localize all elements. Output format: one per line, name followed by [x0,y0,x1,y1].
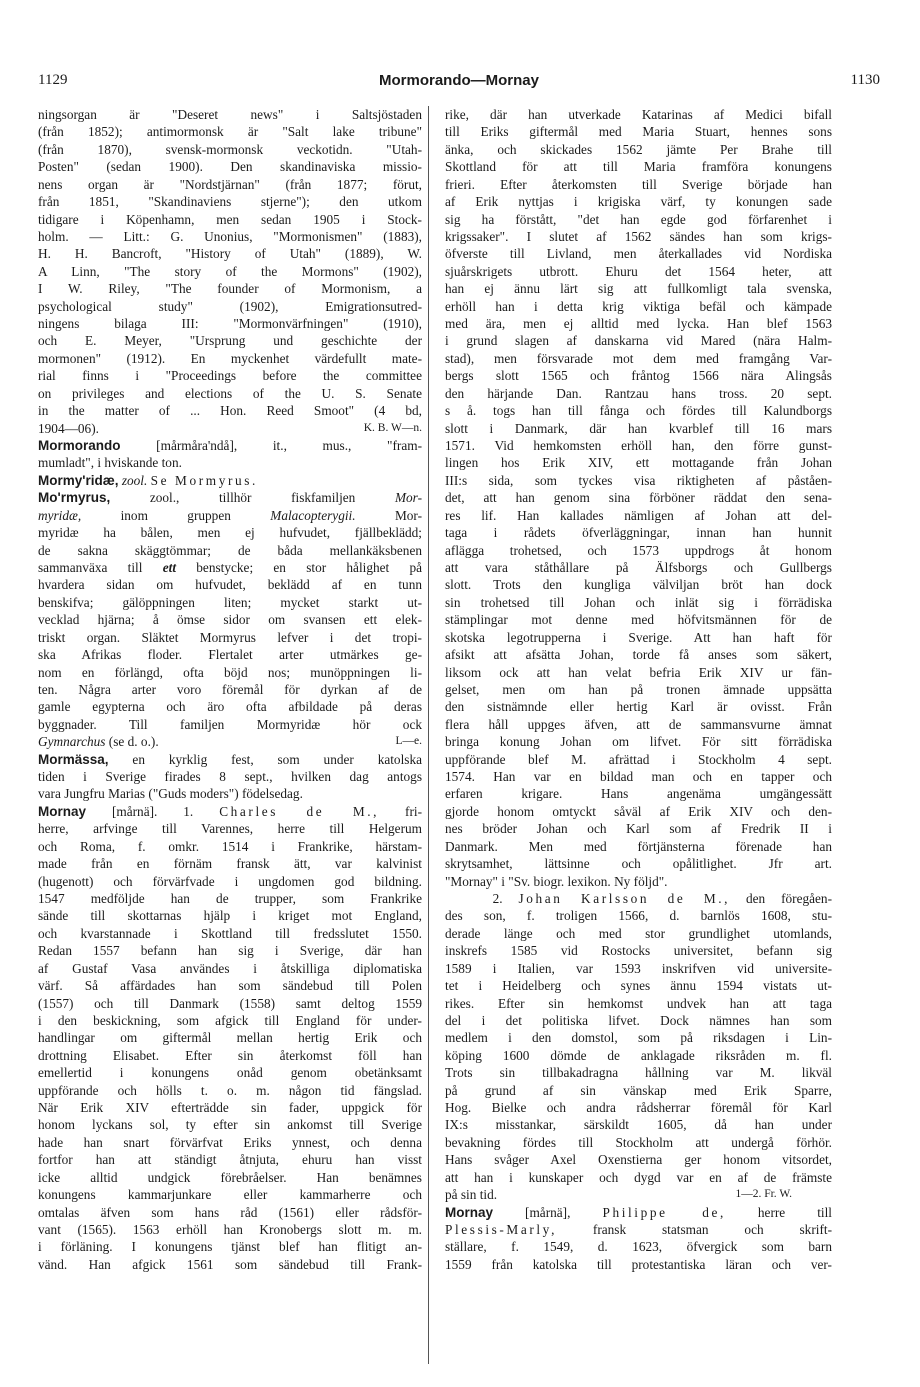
text-line: de sakna skäggtömmar; de båda mellankäksbenen [38,542,422,558]
text-line: Posten" (sedan 1900). Den skandinaviska missio- [38,159,422,175]
text-line: nens organ är "Nordstjärnan" (från 1877; förut, [38,176,422,192]
text-line: Trots sin tillbakadragna hållning var M. likväl [445,1065,832,1081]
text-line: sände till skottarnas hjälp i kriget mot England, [38,908,422,924]
column-divider [428,106,429,1364]
text-line: bevakning fördes till Stockholm att undergå förhör. [445,1134,832,1150]
text-line: till Eriks giftermål med Maria Stuart, hennes sons [445,124,832,140]
text-line: vara Jungfru Marias ("Guds moders") födelsedag. [38,786,303,802]
left-column [38,106,422,1273]
text-line: mumladt", i hviskande ton. [38,455,182,471]
text-line: on privileges and elections of the U. S. Senate [38,385,422,401]
text-line: lingen hos Erik XIV, ett mottagande från Johan [445,455,832,471]
text-line: holm. — Litt.: G. Unonius, "Mormonismen" (1883), [38,228,422,244]
text-line: erhöll han i detta krig viktiga befäl och kämpade [445,298,832,314]
entry-line [38,803,422,820]
author-signature: 1—2. Fr. W. [735,1188,792,1201]
text-line: emellertid i konungens onåd genom obetänksamt [38,1065,422,1081]
cross-reference: Se Mormyrus. [150,472,258,488]
text-line: medlem i den domstol, som på riksdagen i Lin- [445,1030,832,1046]
text-fragment: [mårnä]. 1. [111,803,194,819]
text-line: s å. togs han till fånga och fördes till Kalundborgs [445,403,832,419]
text-line: byggnader. Till familjen Mormyridæ hör ock [38,716,422,732]
text-line: sig ha förstått, "det han egde god förfarenhet i [445,211,832,227]
text-line: af Erik nyttjas i krigiska värf, ty konungen sade [445,194,832,210]
text-line: (hugenott) och förvärfvade i ungdomen god bildning. [38,873,422,889]
text-line: I W. Riley, "The founder of Mormonism, a [38,281,422,297]
text-line: benskifva; gälöppningen liten; mycket starkt ut- [38,594,422,610]
text-line: bergs slott 1565 och fråntog 1566 nära Alingsås [445,368,832,384]
text-fragment: på sin tid. [445,1187,498,1203]
entry-line [445,1204,832,1221]
text-line: köping 1600 dömde de anklagade riksråden m. fl. [445,1047,832,1063]
text-line: Hans svåger Axel Oxenstierna ger honom vitsordet, [445,1152,832,1168]
headword-mornay: Mornay [38,803,87,819]
text-line: öfverste till Livland, men återkallades vid Nordiska [445,246,832,262]
text-fragment: Gymnarchus [38,734,106,750]
text-line [38,420,422,437]
person-name: Philippe de, [602,1204,726,1220]
text-fragment: 1904—06). [38,420,99,436]
text-fragment: fransk statsman och skrift- [592,1222,832,1237]
text-line: mormonen" (1912). En myckenhet värdefullt mate- [38,350,422,366]
text-line: ningsorgan är "Deseret news" i Saltsjöstaden [38,107,422,122]
text-fragment: (se d. o.). [108,734,159,750]
running-title: Mormorando—Mornay [378,72,539,89]
text-line: des son, f. troligen 1566, d. barnlös 1608, stu- [445,908,832,924]
text-line: tet i Heidelberg och synes ännu 1594 vistats ut- [445,978,832,994]
text-fragment: herre till [757,1204,832,1220]
text-line: Danmark. Men med förtjänsterna förenade han [445,838,832,854]
text-fragment: [mårnä], [525,1204,571,1220]
text-line: uppförande och hölls t. o. m. någon tid fängslad. [38,1082,422,1098]
text-line: vecklad hjärna; å ömse sidor om svansen ett elek- [38,612,422,628]
author-signature: L—e. [395,735,422,748]
entry-line [38,437,422,454]
text-fragment: inom gruppen [120,507,231,523]
text-line: myridæ ha bålen, men ej hufvudet, fjällbeklädd; [38,525,422,541]
person-name: Johan Karlsson de M., [518,890,731,906]
text-line: nes bröder Johan och Karl som af Fredrik II i [445,821,832,837]
text-line: på grund af sin vänskap med Erik Sparre, [445,1082,832,1098]
text-line: 1547 medföljde han de trupper, som Frankrike [38,890,422,906]
text-line: 1559 från katolska till protestantiska läran och ver- [445,1256,832,1272]
text-line: herre, arfvinge till Varennes, herre till Helgerum [38,821,422,837]
text-line: erfaren krigare. Hans angenäma umgängessätt [445,786,832,802]
text-line: rike, där han utverkade Katarinas af Medici bifall [445,107,832,122]
text-fragment: 2. [492,890,503,906]
text-line [38,559,422,576]
text-fragment: sammanväxa till [38,559,143,575]
text-line: Redan 1557 befann han sig i Sverige, där han [38,943,422,959]
text-fragment: Malacopterygii. [270,507,356,523]
text-line: Skottland för att till Maria framföra konungens [445,159,832,175]
text-line: gjorde honom omtyckt såväl af Erik XIV och den- [445,803,832,819]
text-line: inskrefs 1585 vid Rostocks universitet, befann sig [445,943,832,959]
text-line: frieri. Efter återkomsten till Sverige började han [445,176,832,192]
text-line: vant (1565). 1563 erhöll han Kronobergs slott m. m. [38,1222,422,1237]
text-line: bringa konung Johan om lifvet. För sitt förrädiska [445,734,832,750]
text-line: A Linn, "The story of the Mormons" (1902), [38,263,422,279]
page-header [38,72,880,94]
text-line: handlingar om giftermål mellan hertig Erik och [38,1030,422,1046]
text-fragment: den föregåen- [745,890,832,906]
text-line: i den beskickning, som afgick till England för under- [38,1012,422,1028]
text-line: icke alltid undgick förebråelser. Han benämnes [38,1169,422,1185]
text-line: taga i rådets öfverläggningar, innan han hunnit [445,525,832,541]
text-line: med ära, men ej alltid med lycka. Han blef 1563 [445,316,832,332]
text-line: afsikt att afsätta Johan, torde få anses som säkert, [445,647,832,663]
text-line [445,1186,832,1203]
text-fragment: [mårmåra'ndå], it., mus., "fram- [156,438,422,454]
text-line: made från en förnäm fransk ätt, var kalvinist [38,856,422,872]
text-line: honom lyckans sol, ty efter sin ankomst till Sverige [38,1117,422,1133]
text-line: uppförande blef M. afrättad i Stockholm 4 sept. [445,751,832,767]
text-line: från 1851, "Skandinaviens stjerne"); den utkom [38,194,422,210]
text-line: rikes. Efter sin hemkomst undvek han att taga [445,995,832,1011]
text-line: hvardera sidan om hufvudet, beklädd af en tunn [38,577,422,593]
text-fragment: zool., tillhör fiskfamiljen [149,490,356,506]
text-line: värf. Så affärdades han som sändebud till Polen [38,978,422,994]
headword-mormyridae: Mormy'ridæ, [38,472,119,488]
text-fragment: myridæ, [38,507,82,523]
text-line: "Mornay" i "Sv. biogr. lexikon. Ny följd". [445,873,668,889]
text-line: 1589 i Italien, var 1593 inskrifven vid universite- [445,960,832,976]
text-line: stämplingar mot denne med höfvitsmännen för de [445,612,832,628]
text-line: psychological study" (1902), Emigrationsutred- [38,298,422,314]
text-line: derade länge och med stor grundlighet utomlands, [445,925,832,941]
page-number-left: 1129 [38,72,68,88]
text-line: (från 1852); antimormonsk är "Salt lake tribune" [38,124,422,140]
text-fragment: benstycke; en stor hålighet på [196,559,423,575]
text-line: fortfor han att ständigt åtnjuta, ehuru han visst [38,1152,422,1168]
text-line: vänd. Han afgick 1561 som sändebud till Frank- [38,1256,422,1272]
headword-mornay-philippe: Mornay [445,1204,494,1220]
text-line: omtalas äfven som hans råd (1561) eller rådsför- [38,1204,422,1220]
text-line: H. H. Bancroft, "History of Utah" (1889), W. [38,246,422,262]
text-line: skotska legotrupperna i Sverige. Att han haft för [445,629,832,645]
text-line: III:s sida, som tyckes visa riktigheten af påståen- [445,472,832,488]
text-fragment: zool. [121,472,148,488]
text-line: triskt organ. Släktet Mormyrus lefver i det tropi- [38,629,422,645]
text-line: del i det politiska lifvet. Dock nämnes han som [445,1012,832,1028]
text-line: nom en förlängd, ofta böjd nos; munöppningen li- [38,664,422,680]
text-line: När Erik XIV efterträdde sin fader, uppgick för [38,1100,422,1116]
text-line: stad), men försvarade mot dem med framgång Var- [445,350,832,366]
text-line: att han i kunskaper och dygd var en af de främste [445,1169,832,1185]
text-line: tiden i Sverige firades 8 sept., hvilken dag antogs [38,769,422,785]
text-line: in the matter of ... Hon. Reed Smoot" (4 bd, [38,403,422,419]
text-line: af Gustaf Vasa användes i åtskilliga diplomatiska [38,960,422,976]
text-line: att vara ståthållare på Älfsborgs och Gullbergs [445,559,832,575]
text-line: och E. Meyer, "Ursprung und geschichte der [38,333,422,349]
text-line [38,507,422,524]
text-line: ningens bilaga III: "Mormonvärfningen" (1910), [38,316,422,332]
text-line: och kvarstannade i Skottland till fredsslutet 1550. [38,925,422,941]
text-line: flera håll uppges äfven, att de sammansvurne ämnat [445,716,832,732]
headword-mormassa: Mormässa, [38,751,109,767]
text-line: i förläning. I konungens tjänst blef han flitigt an- [38,1239,422,1255]
text-line: drottning Elisabet. Efter sin återkomst föll han [38,1047,422,1063]
text-line: rial finns i "Proceedings before the committee [38,368,422,384]
text-line: sin trohetsed till Johan och inlät sig i förrädiska [445,594,832,610]
text-line: han ej ännu lärt sig att fullkomligt tala svenska, [445,281,832,297]
text-fragment: en kyrklig fest, som under katolska [132,751,423,767]
text-line: gelset, men om han på tronen ämnade uppsätta [445,681,832,697]
text-line: krigssaker". I slutet af 1562 sändes han som krigs- [445,228,832,244]
headword-mormyrus: Mo'rmyrus, [38,490,111,506]
text-line: tidigare i Köpenhamn, men sedan 1905 i Stock- [38,211,422,227]
text-line: den sistnämnde eller hertig Karl är ovisst. Från [445,699,832,715]
text-line: hade han snart förvärfvat Eriks ynnest, och denna [38,1134,422,1150]
entry-line [445,890,832,907]
text-line: liksom ock att han velat befria Erik XIV ur fän- [445,664,832,680]
headword-mormorando: Mormorando [38,438,121,454]
text-line: slott. Trots den kungliga välviljan bröt han dock [445,577,832,593]
text-line: aflägga trohetsed, och 1573 uppdrogs åt honom [445,542,832,558]
text-line: och Roma, f. omkr. 1514 i Frankrike, härstam- [38,838,422,854]
text-line: ten. Några arter voro föremål för dyrkan af de [38,681,422,697]
text-line: konungens kammarjunkare eller kammarherre och [38,1187,422,1203]
text-line [38,733,422,750]
text-fragment: Mor- [394,507,422,523]
text-line: (1557) och till Danmark (1558) samt deltog 1559 [38,995,422,1011]
text-line: slott i Danmark, där han kvarblef till 16 mars [445,420,832,436]
place-name: Plessis-Marly, [445,1222,557,1237]
text-line: 1574. Han var en bildad man och en tapper och [445,769,832,785]
text-line: Hog. Bielke och andra rådsherrar föremål för Karl [445,1100,832,1116]
author-signature: K. B. W—n. [363,421,422,434]
text-line: (från 1870), svensk-mormonsk veckotidn. "Utah- [38,141,422,157]
entry-line [38,472,422,489]
text-line: res lif. Han kallades nämligen af Johan att del- [445,507,832,523]
text-line: gamle egypterna och äro ofta afbildade på deras [38,699,422,715]
text-line: sjuårskrigets utbrott. Ehuru det 1564 heter, att [445,263,832,279]
text-line: det, att han genom sina förböner räddat den sena- [445,490,832,506]
text-line: i grund slagen af danskarna vid Mared (nära Halm- [445,333,832,349]
entry-line [38,489,422,506]
page-number-right: 1130 [850,72,880,88]
right-column [445,106,832,1273]
text-fragment: Mor- [394,490,423,506]
text-line: den härjande Dan. Rantzau hans tross. 20 sept. [445,385,832,401]
text-line [445,1221,832,1238]
text-fragment: ett [162,559,177,575]
entry-line [38,751,422,768]
text-line: ska Afrikas floder. Flertalet arter utmärkes ge- [38,647,422,663]
text-line: änka, och skickades 1562 jämte Per Brahe till [445,141,832,157]
text-line: IX:s misstankar, särskildt 1605, då han under [445,1117,832,1133]
text-line: ställare, f. 1549, d. 1623, öfvergick som barn [445,1239,832,1255]
text-fragment: fri- [405,803,423,819]
person-name: Charles de M., [219,803,380,819]
text-line: 1571. Vid hemkomsten erhöll han, den förre gunst- [445,438,832,454]
text-line: skrytsamhet, lättsinne och opålitlighet. Jfr art. [445,856,832,872]
